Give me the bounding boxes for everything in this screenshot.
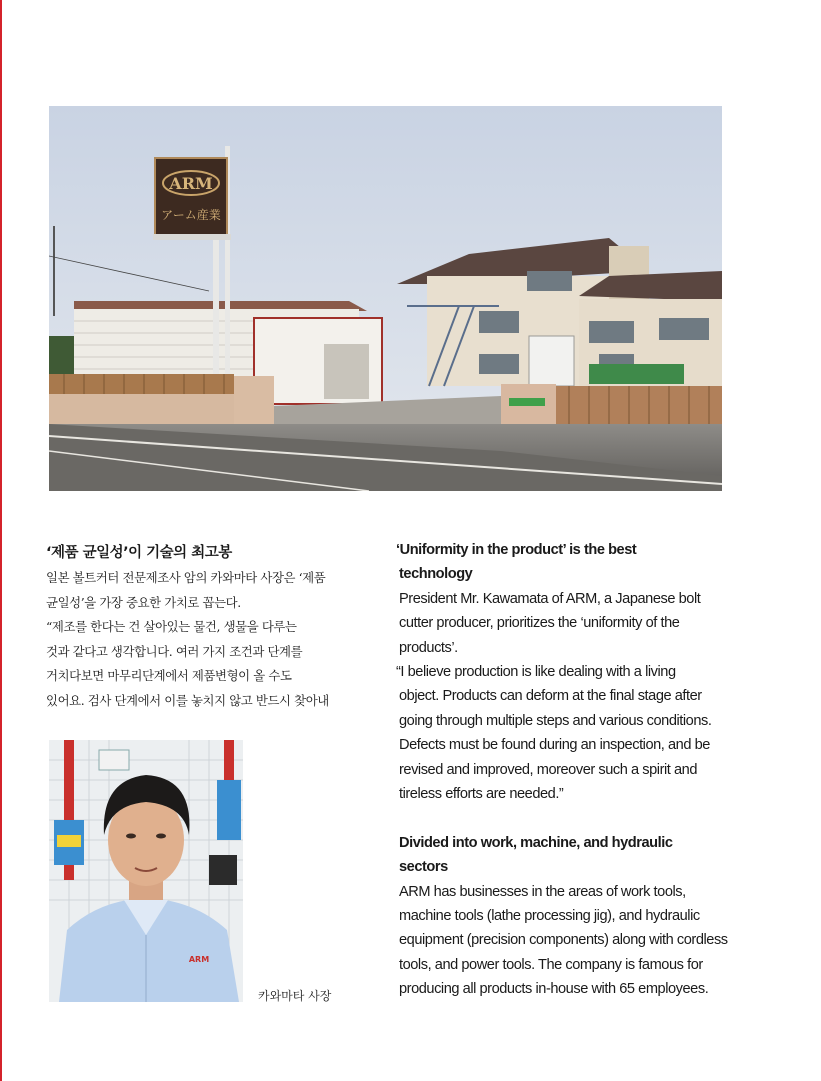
korean-body [46,566,376,713]
english-line: ARM has businesses in the areas of work tools, [399,883,686,900]
english-line: Defects must be found during an inspection, and be [399,737,710,754]
english-line: cutter producer, prioritizes the ‘uniformity of the [399,615,680,632]
korean-line: 균일성’을 가장 중요한 가치로 꼽는다. [46,594,241,610]
sign-company-text: アーム産業 [161,208,221,222]
sign-logo-text: ARM [169,174,213,193]
english-line: revised and improved, moreover such a spirit and [399,761,697,778]
english-line: equipment (precision components) along with cordless [399,932,728,949]
english-line: President Mr. Kawamata of ARM, a Japanese bolt [399,590,701,607]
photo-caption: 카와마타 사장 [258,989,332,1003]
korean-heading: ‘제품 균일성’이 기술의 최고봉 [46,545,232,561]
korean-line: 것과 같다고 생각합니다. 여러 가지 조건과 단계를 [46,643,303,659]
english-section1-title: technology [399,566,473,583]
factory-photo [49,106,722,491]
english-line: going through multiple steps and various conditions. [399,712,712,729]
paragraph-gap [396,806,726,830]
english-section1-title: ‘Uniformity in the product’ is the best [396,542,637,558]
english-line: producing all products in-house with 65 employees. [399,981,709,998]
english-line: tireless efforts are needed.” [399,786,564,803]
english-line: object. Products can deform at the final stage after [399,688,702,705]
english-line: tools, and power tools. The company is famous for [399,956,703,973]
korean-line: 있어요. 검사 단계에서 이를 놓치지 않고 반드시 찾아내 [46,692,329,708]
korean-line: 거치다보면 마무리단계에서 제품변형이 올 수도 [46,668,292,683]
shirt-logo-text: ARM [188,955,210,964]
page-edge-line [0,0,2,1081]
korean-line: “제조를 한다는 건 살아있는 물건, 생물을 다루는 [46,619,297,634]
korean-line: 일본 볼트커터 전문제조사 암의 카와마타 사장은 ‘제품 [46,570,326,585]
english-column [396,538,726,1002]
english-section2-title: sectors [399,859,448,876]
english-line: products’. [399,639,458,656]
english-line: machine tools (lathe processing jig), and hydraulic [399,908,700,925]
english-line: “I believe production is like dealing with a living [396,664,676,681]
president-photo [49,740,243,1002]
english-section2-title: Divided into work, machine, and hydraulic [399,834,673,851]
